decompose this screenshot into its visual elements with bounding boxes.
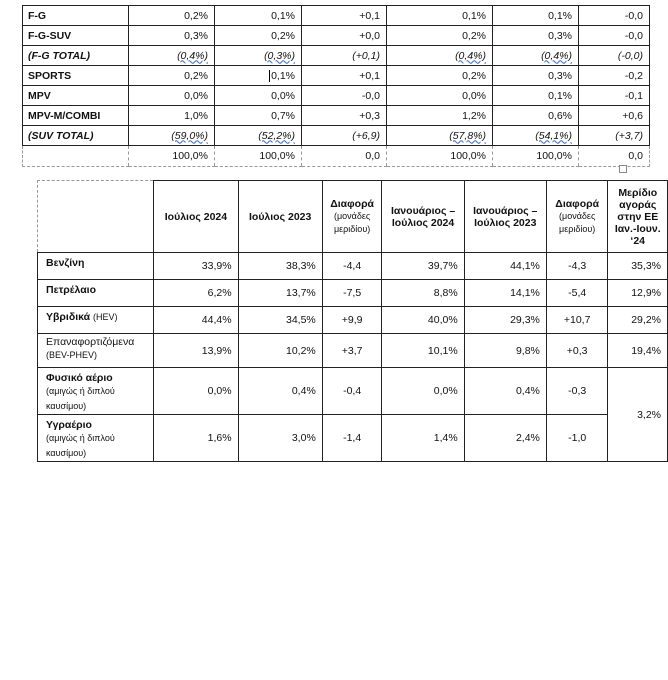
cell: 0,3% xyxy=(493,26,579,46)
table-resize-handle[interactable] xyxy=(619,165,627,173)
column-header: Ιανουάριος – Ιούλιος 2023 xyxy=(464,181,546,253)
column-header: Μερίδιο αγοράς στην ΕΕ Ιαν.-Ιουν. ‘24 xyxy=(608,181,668,253)
cell: 38,3% xyxy=(238,253,322,280)
column-header: Ιούλιος 2024 xyxy=(154,181,238,253)
cell: 3,0% xyxy=(238,415,322,462)
row-label-note: (HEV) xyxy=(93,312,118,322)
cell: +0,1 xyxy=(302,66,387,86)
table-row xyxy=(38,253,668,280)
cell: 1,4% xyxy=(382,415,464,462)
table-row xyxy=(38,415,668,462)
column-header: Ιούλιος 2023 xyxy=(238,181,322,253)
cell: 0,0% xyxy=(387,86,493,106)
cell xyxy=(129,46,215,66)
table-row xyxy=(38,307,668,334)
row-label: (F-G TOTAL) xyxy=(23,46,129,66)
cell: +10,7 xyxy=(546,307,608,334)
cell: +0,3 xyxy=(302,106,387,126)
cell: 0,1% xyxy=(493,6,579,26)
row-label-sub: (αμιγώς ή διπλού καυσίμου) xyxy=(46,386,115,411)
cell-text: (54,1%) xyxy=(535,129,572,142)
cell: 0,3% xyxy=(129,26,215,46)
cell: +3,7 xyxy=(322,334,382,368)
cell-text: (0,4%) xyxy=(541,49,572,62)
cell: 6,2% xyxy=(154,280,238,307)
cell-text: (0,4%) xyxy=(455,49,486,62)
cell: 12,9% xyxy=(608,280,668,307)
cell: 0,0 xyxy=(302,146,387,167)
cell: 100,0% xyxy=(493,146,579,167)
column-header xyxy=(546,181,608,253)
cell: 29,2% xyxy=(608,307,668,334)
cell-text: (57,8%) xyxy=(449,129,486,142)
cell-text: (0,4%) xyxy=(177,49,208,62)
cell: 100,0% xyxy=(129,146,215,167)
row-label-sub: (BEV-PHEV) xyxy=(46,350,98,360)
column-header: Ιανουάριος – Ιούλιος 2024 xyxy=(382,181,464,253)
header-row xyxy=(38,181,668,253)
table-row xyxy=(38,368,668,415)
cell: -5,4 xyxy=(546,280,608,307)
cell: 2,4% xyxy=(464,415,546,462)
row-label xyxy=(38,334,154,368)
cell xyxy=(493,126,579,146)
cell: 8,8% xyxy=(382,280,464,307)
table-row xyxy=(23,126,650,146)
cell: +0,0 xyxy=(302,26,387,46)
cell: 0,6% xyxy=(493,106,579,126)
row-label: F-G-SUV xyxy=(23,26,129,46)
cell: 0,1% xyxy=(387,6,493,26)
cell: -0,0 xyxy=(579,26,650,46)
cell: 0,0 xyxy=(579,146,650,167)
table-row xyxy=(23,6,650,26)
cell xyxy=(129,126,215,146)
row-label xyxy=(38,307,154,334)
cell: 0,4% xyxy=(238,368,322,415)
cell xyxy=(215,46,302,66)
cell: +0,1 xyxy=(302,6,387,26)
cell: 39,7% xyxy=(382,253,464,280)
cell: -0,3 xyxy=(546,368,608,415)
cell: 44,4% xyxy=(154,307,238,334)
cell: 33,9% xyxy=(154,253,238,280)
cell-text: (59,0%) xyxy=(171,129,208,142)
column-header-title: Διαφορά xyxy=(555,197,600,210)
column-header-subtitle: (μονάδες μεριδίου) xyxy=(333,210,371,234)
cell: -1,4 xyxy=(322,415,382,462)
table-row xyxy=(23,86,650,106)
cell: 0,1% xyxy=(493,86,579,106)
row-label-text: Επαναφορτιζόμενα xyxy=(46,336,135,348)
cell: -0,2 xyxy=(579,66,650,86)
row-label: SPORTS xyxy=(23,66,129,86)
cell: 35,3% xyxy=(608,253,668,280)
cell: -7,5 xyxy=(322,280,382,307)
cell-text: (0,3%) xyxy=(264,49,295,62)
row-label: F-G xyxy=(23,6,129,26)
cell: (+3,7) xyxy=(579,126,650,146)
row-label: Βενζίνη xyxy=(38,253,154,280)
cell: (+6,9) xyxy=(302,126,387,146)
row-label-sub: (αμιγώς ή διπλού καυσίμου) xyxy=(46,433,115,458)
cell: 9,8% xyxy=(464,334,546,368)
cell: 1,0% xyxy=(129,106,215,126)
cell: +0,3 xyxy=(546,334,608,368)
cell: -0,0 xyxy=(302,86,387,106)
cell: 0,3% xyxy=(493,66,579,86)
cell: 10,2% xyxy=(238,334,322,368)
fuel-type-share-table xyxy=(37,180,668,462)
cell: 0,2% xyxy=(387,26,493,46)
row-label: MPV-M/COMBI xyxy=(23,106,129,126)
cell: 19,4% xyxy=(608,334,668,368)
cell: 34,5% xyxy=(238,307,322,334)
row-label-text: Υγραέριο xyxy=(46,419,92,431)
row-label: Πετρέλαιο xyxy=(38,280,154,307)
cell xyxy=(387,46,493,66)
cell: 0,2% xyxy=(215,26,302,46)
cell: 44,1% xyxy=(464,253,546,280)
cell: +9,9 xyxy=(322,307,382,334)
cell xyxy=(387,126,493,146)
cell: -0,0 xyxy=(579,6,650,26)
cell: -0,1 xyxy=(579,86,650,106)
cell: 0,7% xyxy=(215,106,302,126)
row-label-text: Υβριδικά xyxy=(46,311,91,323)
column-header xyxy=(322,181,382,253)
cell xyxy=(493,46,579,66)
cell: 0,1% xyxy=(215,6,302,26)
segment-share-table xyxy=(22,5,650,167)
table-row xyxy=(23,106,650,126)
merged-cell: 3,2% xyxy=(608,368,668,462)
cell: 0,2% xyxy=(129,66,215,86)
cell: 0,0% xyxy=(154,368,238,415)
cell: 1,6% xyxy=(154,415,238,462)
cell: 1,2% xyxy=(387,106,493,126)
cell[interactable] xyxy=(215,66,302,86)
cell: 40,0% xyxy=(382,307,464,334)
cell: 14,1% xyxy=(464,280,546,307)
column-header-subtitle: (μονάδες μεριδίου) xyxy=(559,210,596,234)
cell: 13,9% xyxy=(154,334,238,368)
row-label xyxy=(38,415,154,462)
cell: (-0,0) xyxy=(579,46,650,66)
cell: 10,1% xyxy=(382,334,464,368)
cell: 0,0% xyxy=(382,368,464,415)
empty-header-cell xyxy=(38,181,154,253)
cell: 0,2% xyxy=(387,66,493,86)
cell: 13,7% xyxy=(238,280,322,307)
table-row xyxy=(23,46,650,66)
row-label xyxy=(23,146,129,167)
row-label: MPV xyxy=(23,86,129,106)
row-label xyxy=(38,368,154,415)
cell: +0,6 xyxy=(579,106,650,126)
cell: -1,0 xyxy=(546,415,608,462)
table-row xyxy=(23,26,650,46)
cell: 100,0% xyxy=(215,146,302,167)
column-header-title: Διαφορά xyxy=(330,197,375,210)
cell: 29,3% xyxy=(464,307,546,334)
cell: 0,0% xyxy=(215,86,302,106)
cell: (+0,1) xyxy=(302,46,387,66)
cell xyxy=(215,126,302,146)
row-label-text: Φυσικό αέριο xyxy=(46,372,113,384)
cell: -0,4 xyxy=(322,368,382,415)
cell-text: (52,2%) xyxy=(258,129,295,142)
table-row xyxy=(23,66,650,86)
total-row xyxy=(23,146,650,167)
row-label: (SUV TOTAL) xyxy=(23,126,129,146)
cell: 0,0% xyxy=(129,86,215,106)
cell: -4,3 xyxy=(546,253,608,280)
table-row xyxy=(38,280,668,307)
cell: 0,4% xyxy=(464,368,546,415)
text-cursor: 0,1% xyxy=(271,69,295,82)
cell: 0,2% xyxy=(129,6,215,26)
cell: 100,0% xyxy=(387,146,493,167)
cell: -4,4 xyxy=(322,253,382,280)
table-row xyxy=(38,334,668,368)
